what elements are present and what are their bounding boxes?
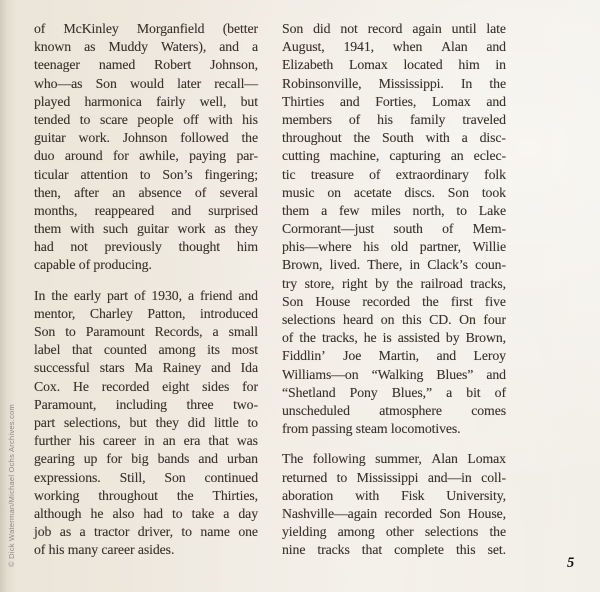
text-line: Nashville—again recorded Son House, [282,505,506,521]
text-line: August, 1941, when Alan and [282,39,506,55]
text-line: of the tracks, he is assisted by Brown, [282,330,506,346]
text-line: selections heard on this CD. On four [282,312,506,327]
text-line: of his many career asides. [34,542,175,558]
text-line: of McKinley Morganfield (better [34,21,258,36]
paragraph [282,450,506,559]
text-line: label that counted among its most [34,342,258,358]
text-line: try store, right by the railroad tracks, [282,275,506,291]
text-line: tic treasure of extraordinary folk [282,166,506,182]
text-line: them a few miles north, to Lake [282,202,506,218]
text-line: expressions. Still, Son continued [34,469,258,485]
text-line: further his career in an era that was [34,433,258,449]
text-line: Fiddlin’ Joe Martin, and Leroy [282,348,506,364]
text-line: known as Muddy Waters), and a [34,39,258,55]
text-line: yielding among other selections the [282,524,506,540]
text-line: Williams—on “Walking Blues” and [282,366,506,382]
text-line: nine tracks that complete this set. [282,542,506,558]
text-line: Son did not record again until late [282,21,506,36]
text-line: then, after an absence of several [34,184,258,200]
text-line: Cormorant—just south of Mem- [282,221,506,237]
paragraph [34,287,258,560]
text-line: unscheduled atmosphere comes [282,402,506,418]
text-line: Brown, lived. There, in Clack’s coun- [282,257,506,273]
text-line: guitar work. Johnson followed the [34,130,258,146]
text-line: who—as Son would later recall— [34,75,258,91]
text-line: aboration with Fisk University, [282,487,506,503]
text-line: throughout the South with a disc- [282,130,506,146]
text-line: gearing up for big bands and urban [34,451,258,467]
text-line: The following summer, Alan Lomax [282,451,506,467]
text-line: tended to scare people off with his [34,111,258,127]
text-line: Son to Paramount Records, a small [34,324,258,339]
text-line: music on acetate discs. Son took [282,184,506,200]
text-line: part selections, but they did little to [34,414,258,430]
text-line: Cox. He recorded eight sides for [34,378,258,394]
text-line: job as a tractor driver, to name one [34,524,258,540]
text-line: Thirties and Forties, Lomax and [282,93,506,109]
text-line: played harmonica fairly well, but [34,93,258,109]
text-line: successful stars Ma Rainey and Ida [34,360,258,376]
text-line: cutting machine, capturing an eclec- [282,148,506,164]
text-line: duo around for awhile, paying par- [34,148,258,164]
text-column-left [34,20,258,559]
text-line: had not previously thought him [34,239,258,255]
text-line: mentor, Charley Patton, introduced [34,305,258,321]
text-line: returned to Mississippi and—in coll- [282,469,506,485]
text-line: working throughout the Thirties, [34,487,258,503]
paragraph [34,20,258,275]
text-line: phis—where his old partner, Willie [282,239,506,255]
text-line: “Shetland Pony Blues,” a bit of [282,384,506,400]
text-line: In the early part of 1930, a friend and [34,287,258,303]
text-line: them with such guitar work as they [34,221,258,237]
text-line: members of his family traveled [282,111,506,127]
text-column-right [282,20,506,559]
text-line: Paramount, including three two- [34,396,258,412]
text-line: teenager named Robert Johnson, [34,57,258,73]
page-number: 5 [567,555,575,571]
text-line: Son House recorded the first five [282,293,506,309]
text-line: Robinsonville, Mississippi. In the [282,75,506,91]
text-line: Elizabeth Lomax located him in [282,57,506,73]
text-line: although he also had to take a day [34,505,258,521]
text-line: ticular attention to Son’s fingering; [34,166,258,182]
text-line: from passing steam locomotives. [282,421,461,437]
text-line: capable of producing. [34,257,152,273]
paragraph [282,20,506,438]
photo-credit: © Dick Waterman/Michael Ochs Archives.com [7,403,16,567]
text-line: months, reappeared and surprised [34,202,258,218]
